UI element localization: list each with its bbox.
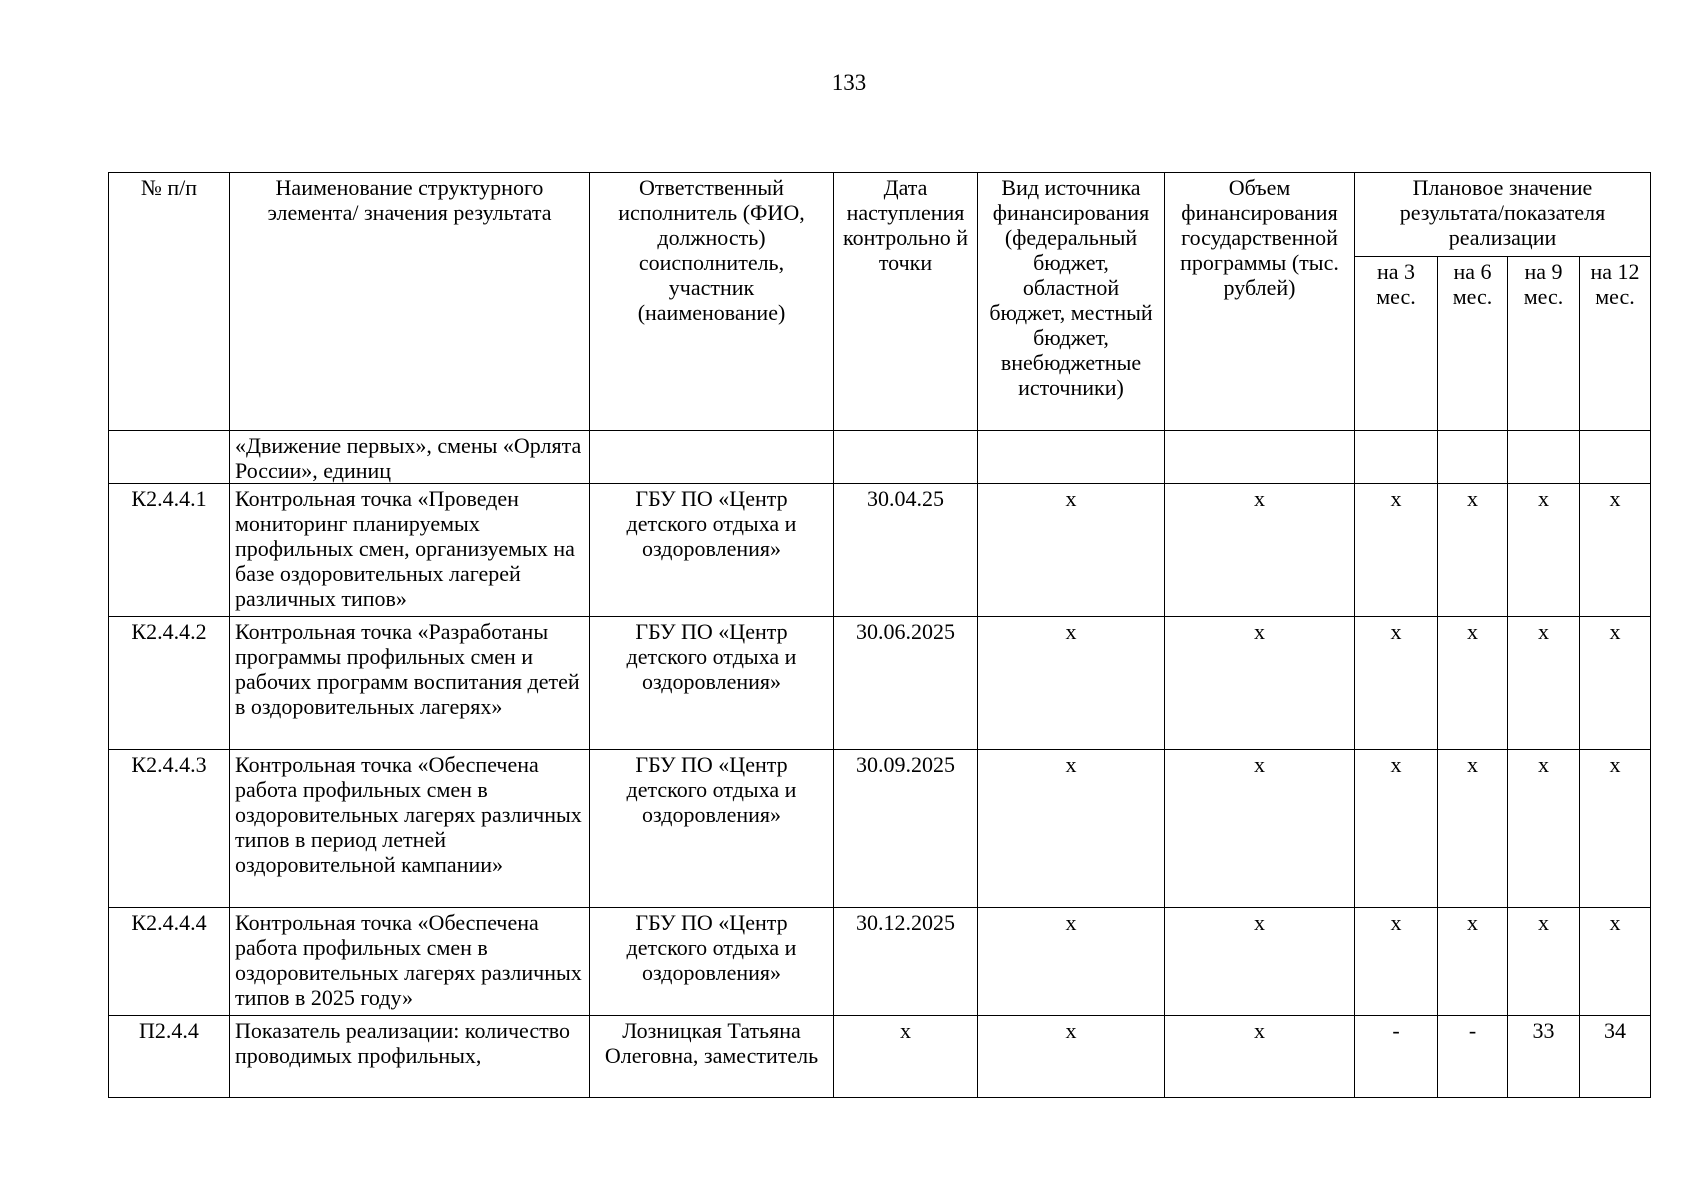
header-date: Дата наступления контрольно й точки: [834, 173, 978, 431]
cell-m6: [1438, 431, 1508, 484]
cell-m3: х: [1355, 750, 1438, 908]
cell-name: «Движение первых», смены «Орлята России», единиц: [230, 431, 590, 484]
cell-source: х: [978, 908, 1165, 1016]
cell-source: х: [978, 1016, 1165, 1098]
cell-m9: 33: [1508, 1016, 1580, 1098]
cell-volume: х: [1165, 484, 1355, 617]
cell-m3: [1355, 431, 1438, 484]
cell-m3: х: [1355, 908, 1438, 1016]
cell-m6: -: [1438, 1016, 1508, 1098]
cell-volume: х: [1165, 750, 1355, 908]
cell-responsible: [590, 431, 834, 484]
cell-volume: х: [1165, 908, 1355, 1016]
header-source: Вид источника финансирования (федеральный бюджет, областной бюджет, местный бюджет, внебюджетные источники): [978, 173, 1165, 431]
cell-m12: х: [1580, 484, 1651, 617]
cell-source: [978, 431, 1165, 484]
page-number: 133: [831, 70, 867, 95]
cell-volume: х: [1165, 1016, 1355, 1098]
cell-num: К2.4.4.1: [109, 484, 230, 617]
cell-m9: х: [1508, 617, 1580, 750]
table-row: [109, 1016, 1651, 1098]
cell-m6: х: [1438, 484, 1508, 617]
cell-num: К2.4.4.2: [109, 617, 230, 750]
table-row: [109, 908, 1651, 1016]
table-row: [109, 431, 1651, 484]
header-m12: на 12 мес.: [1580, 257, 1651, 431]
cell-m3: -: [1355, 1016, 1438, 1098]
cell-responsible: ГБУ ПО «Центр детского отдыха и оздоровления»: [590, 908, 834, 1016]
cell-name: Контрольная точка «Проведен мониторинг планируемых профильных смен, организуемых на базе оздоровительных лагерей различных типов»: [230, 484, 590, 617]
cell-volume: х: [1165, 617, 1355, 750]
cell-num: К2.4.4.4: [109, 908, 230, 1016]
header-volume: Объем финансирования государственной программы (тыс. рублей): [1165, 173, 1355, 431]
cell-m3: х: [1355, 617, 1438, 750]
cell-m6: х: [1438, 617, 1508, 750]
cell-num: [109, 431, 230, 484]
cell-m12: 34: [1580, 1016, 1651, 1098]
cell-m12: х: [1580, 750, 1651, 908]
cell-m9: х: [1508, 908, 1580, 1016]
cell-name: Контрольная точка «Обеспечена работа профильных смен в оздоровительных лагерях различных типов в 2025 году»: [230, 908, 590, 1016]
cell-date: 30.12.2025: [834, 908, 978, 1016]
header-row: [109, 173, 1651, 257]
header-m9: на 9 мес.: [1508, 257, 1580, 431]
cell-date: х: [834, 1016, 978, 1098]
header-name: Наименование структурного элемента/ значения результата: [230, 173, 590, 431]
cell-source: х: [978, 750, 1165, 908]
cell-num: К2.4.4.3: [109, 750, 230, 908]
cell-responsible: Лозницкая Татьяна Олеговна, заместитель: [590, 1016, 834, 1098]
cell-m9: х: [1508, 484, 1580, 617]
cell-name: Контрольная точка «Обеспечена работа профильных смен в оздоровительных лагерях различных типов в период летней оздоровительной кампании»: [230, 750, 590, 908]
cell-name: Контрольная точка «Разработаны программы профильных смен и рабочих программ воспитания детей в оздоровительных лагерях»: [230, 617, 590, 750]
cell-source: х: [978, 617, 1165, 750]
cell-m6: х: [1438, 908, 1508, 1016]
table-row: [109, 617, 1651, 750]
header-responsible: Ответственный исполнитель (ФИО, должность) соисполнитель, участник (наименование): [590, 173, 834, 431]
cell-volume: [1165, 431, 1355, 484]
table-row: [109, 750, 1651, 908]
header-m6: на 6 мес.: [1438, 257, 1508, 431]
cell-source: х: [978, 484, 1165, 617]
cell-m9: х: [1508, 750, 1580, 908]
cell-responsible: ГБУ ПО «Центр детского отдыха и оздоровления»: [590, 617, 834, 750]
cell-date: 30.04.25: [834, 484, 978, 617]
cell-m6: х: [1438, 750, 1508, 908]
header-planned: Плановое значение результата/показателя реализации: [1355, 173, 1651, 257]
header-num: № п/п: [109, 173, 230, 431]
plan-table: [108, 172, 1651, 1098]
cell-m12: х: [1580, 617, 1651, 750]
cell-responsible: ГБУ ПО «Центр детского отдыха и оздоровления»: [590, 750, 834, 908]
table-row: [109, 484, 1651, 617]
cell-m9: [1508, 431, 1580, 484]
cell-date: 30.06.2025: [834, 617, 978, 750]
cell-responsible: ГБУ ПО «Центр детского отдыха и оздоровления»: [590, 484, 834, 617]
header-m3: на 3 мес.: [1355, 257, 1438, 431]
cell-num: П2.4.4: [109, 1016, 230, 1098]
cell-m12: [1580, 431, 1651, 484]
cell-m3: х: [1355, 484, 1438, 617]
cell-date: [834, 431, 978, 484]
cell-m12: х: [1580, 908, 1651, 1016]
cell-name: Показатель реализации: количество проводимых профильных,: [230, 1016, 590, 1098]
cell-date: 30.09.2025: [834, 750, 978, 908]
